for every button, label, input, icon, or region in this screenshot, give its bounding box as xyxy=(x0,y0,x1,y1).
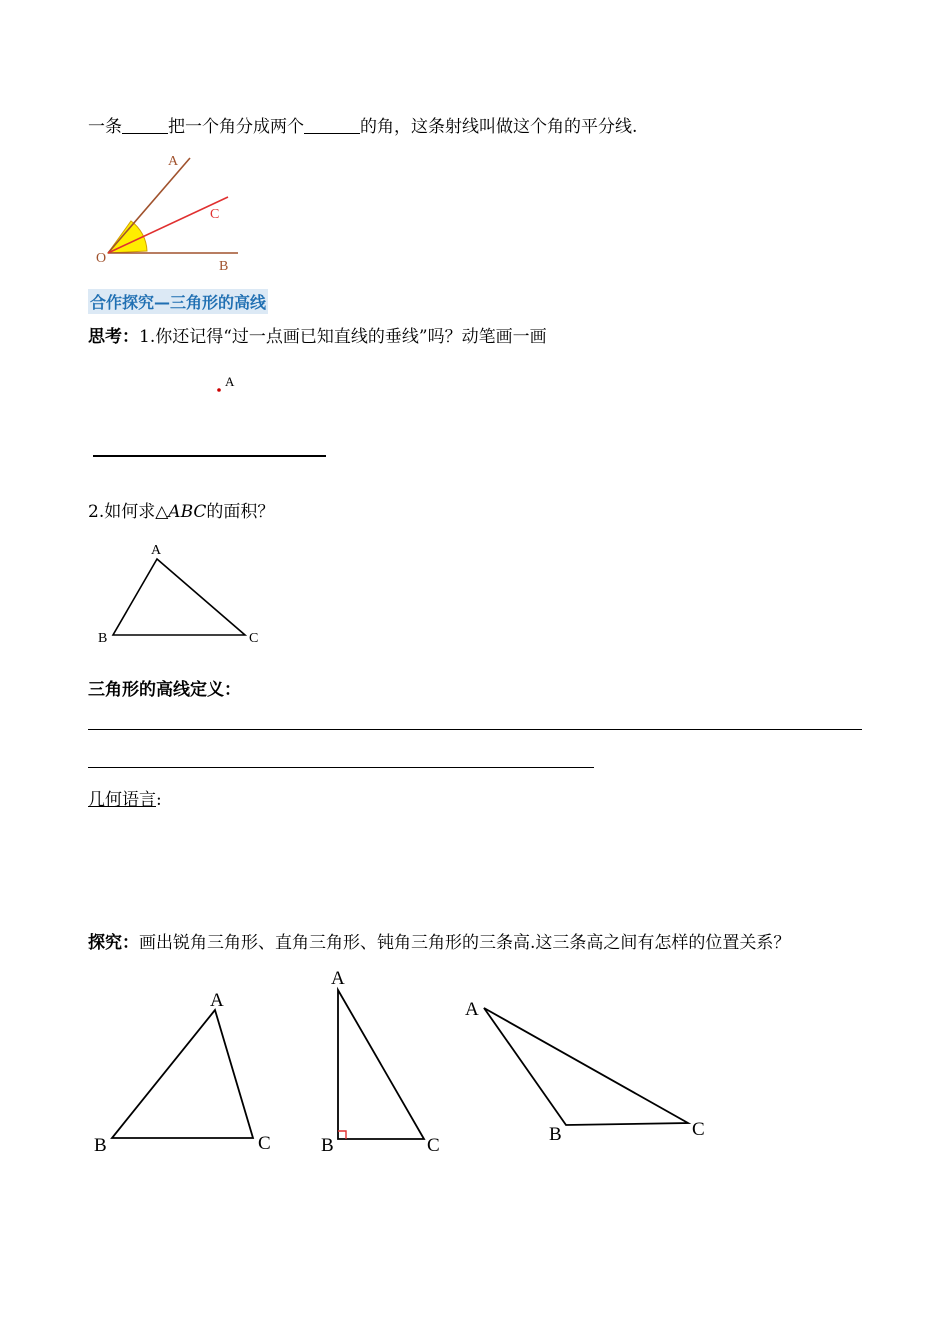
explore-label: 探究： xyxy=(88,933,139,953)
obtuse-label-c: C xyxy=(692,1119,705,1140)
acute-label-a: A xyxy=(210,990,224,1011)
geometry-language-colon: : xyxy=(156,790,162,810)
label-c: C xyxy=(210,207,220,222)
tri-label-b: B xyxy=(98,631,108,646)
section-heading: 合作探究—三角形的高线 xyxy=(88,289,268,314)
sentence-part-3: 的角，这条射线叫做这个角的平分线. xyxy=(360,117,638,137)
right-triangle xyxy=(338,990,424,1139)
explore-text: 画出锐角三角形、直角三角形、钝角三角形的三条高.这三条高之间有怎样的位置关系？ xyxy=(139,933,791,953)
label-b: B xyxy=(219,259,229,274)
right-label-c: C xyxy=(427,1135,440,1156)
q2-italic: ABC xyxy=(168,502,207,522)
obtuse-triangle xyxy=(484,1008,688,1125)
q2-suffix: 的面积？ xyxy=(206,502,275,522)
acute-label-b: B xyxy=(94,1135,107,1156)
obtuse-label-a: A xyxy=(465,999,479,1020)
label-o: O xyxy=(96,251,107,266)
point-a-label: A xyxy=(225,374,235,389)
acute-triangle xyxy=(112,1010,253,1138)
tri-label-a: A xyxy=(151,543,162,558)
label-a: A xyxy=(168,154,179,169)
obtuse-label-b: B xyxy=(549,1124,562,1145)
definition-label: 三角形的高线定义： xyxy=(88,680,241,700)
acute-label-c: C xyxy=(258,1133,271,1154)
think-label: 思考： xyxy=(88,327,139,347)
right-angle-mark xyxy=(338,1131,346,1139)
sentence-part-1: 一条 xyxy=(88,117,122,137)
right-label-b: B xyxy=(321,1135,334,1156)
sentence-part-2: 把一个角分成两个 xyxy=(168,117,304,137)
right-label-a: A xyxy=(331,968,345,989)
think-text: 1.你还记得“过一点画已知直线的垂线”吗？动笔画一画 xyxy=(139,327,547,347)
tri-label-c: C xyxy=(249,631,259,646)
q2-prefix: 2.如何求△ xyxy=(88,502,169,522)
geometry-language-label: 几何语言 xyxy=(88,790,156,810)
